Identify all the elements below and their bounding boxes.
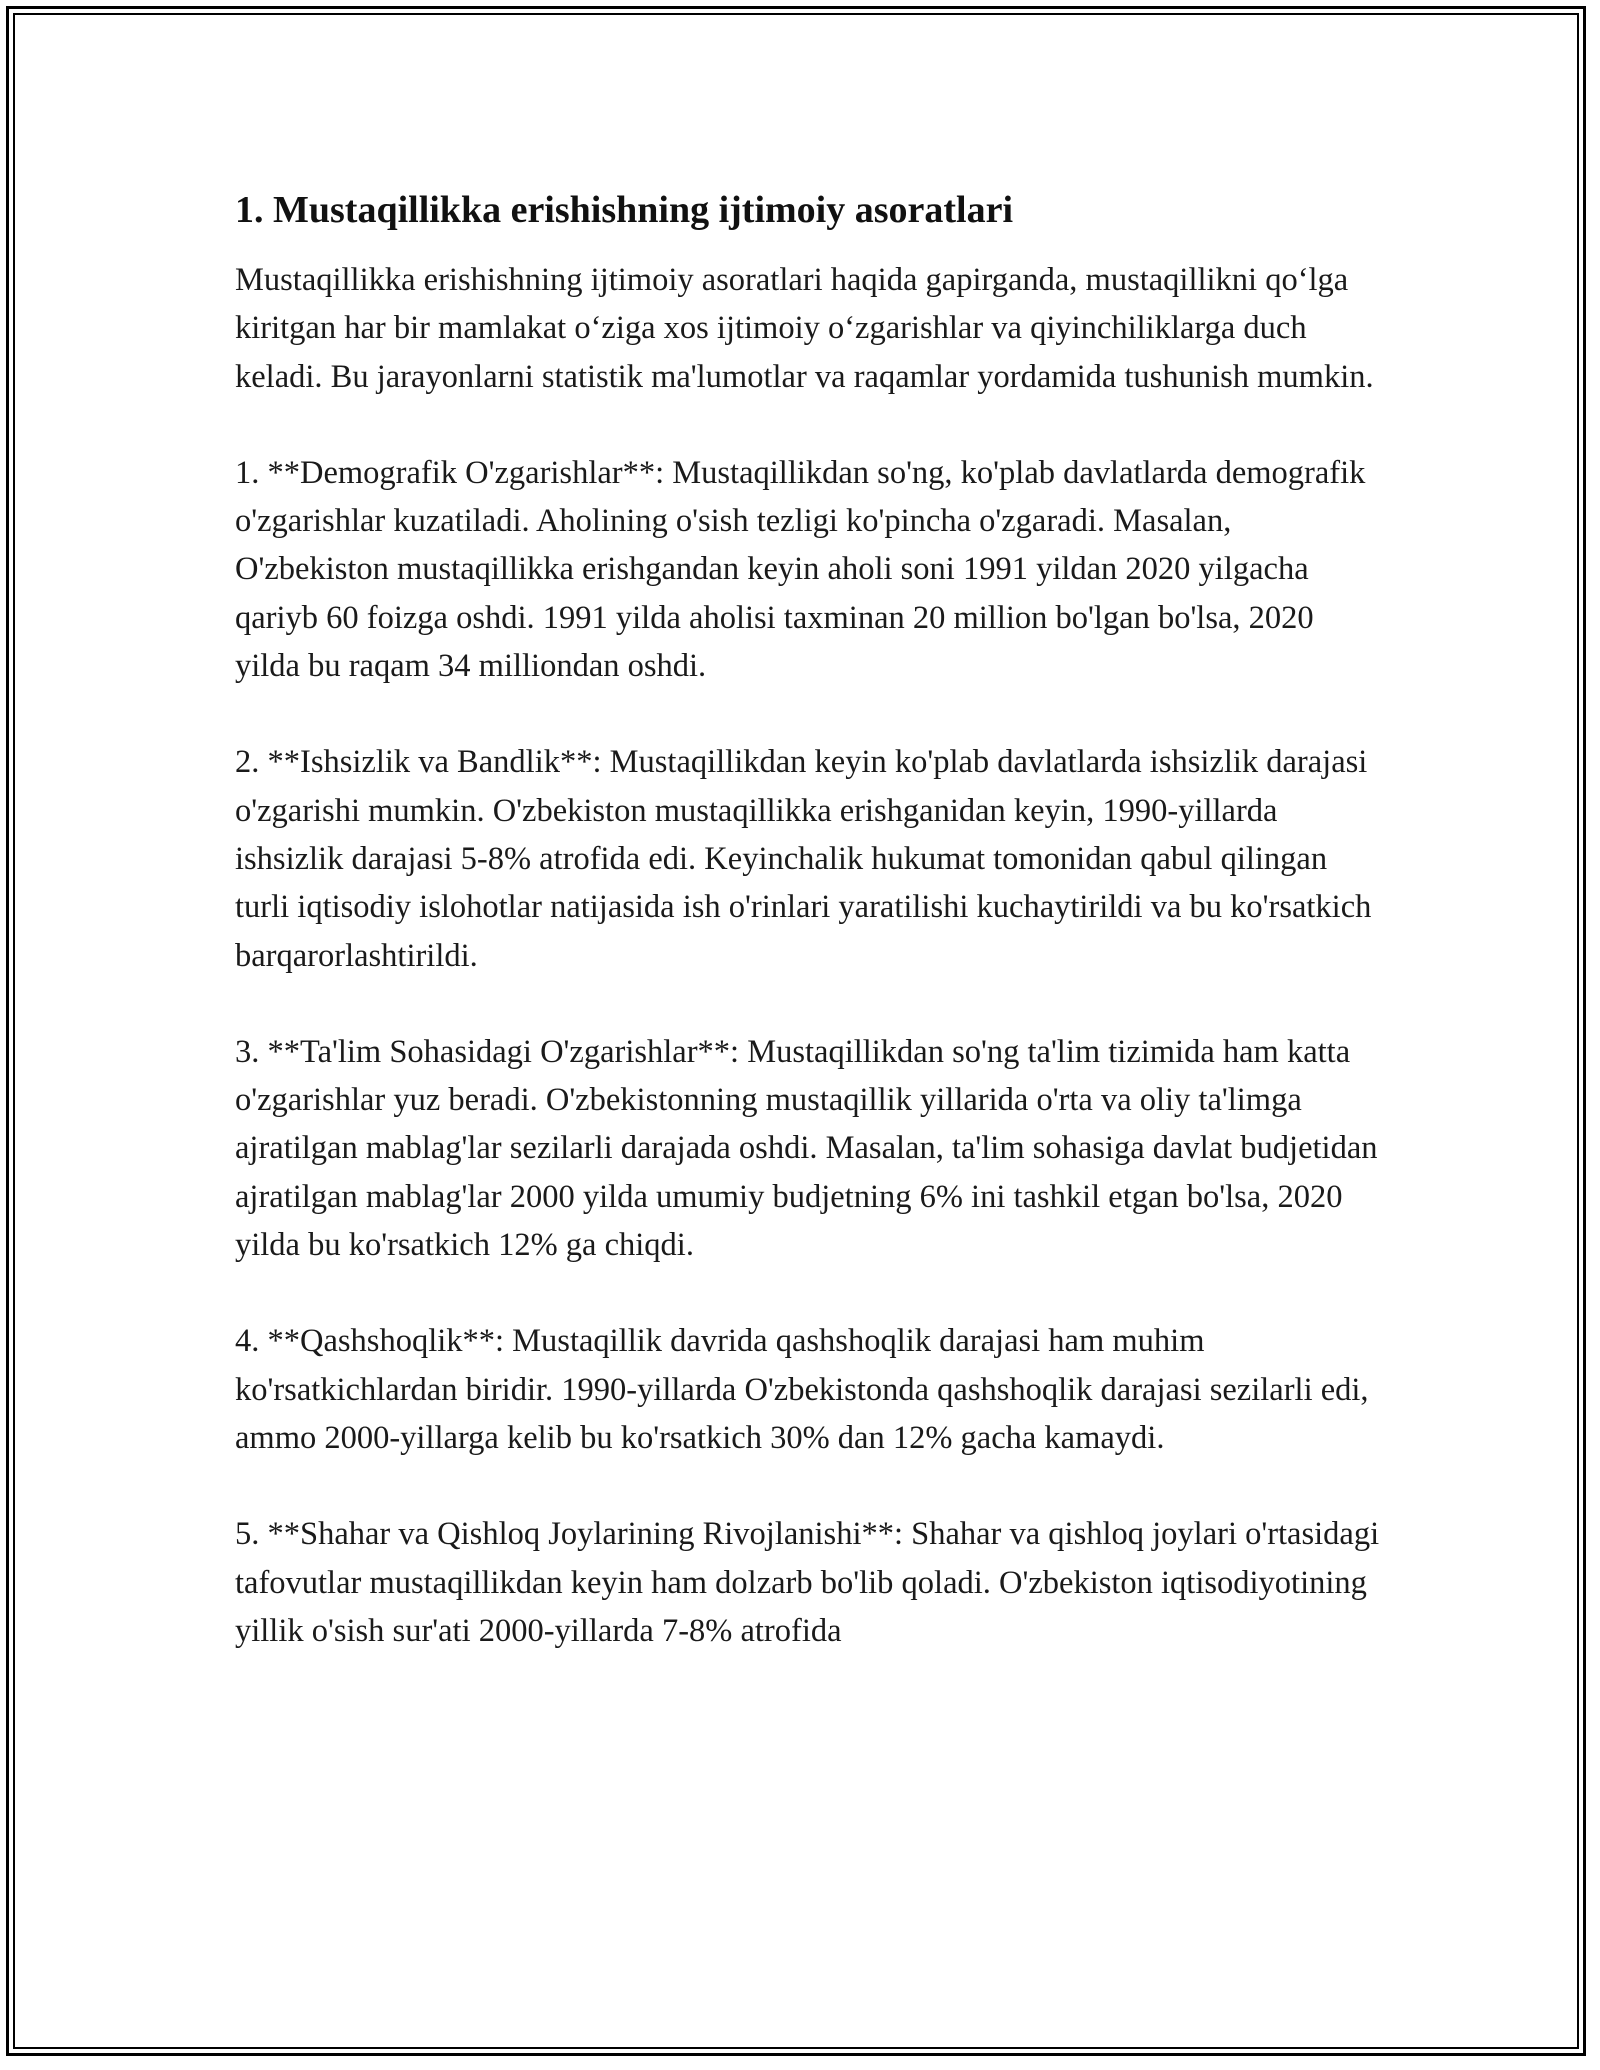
paragraph-urban-rural-development: 5. **Shahar va Qishloq Joylarining Rivojlanishi**: Shahar va qishloq joylari o'rtasidagi tafovutlar mustaqillikdan keyin ham dolzarb bo'lib qoladi. O'zbekiston iqtisodiyotining yillik o'sish sur'ati 2000-yillarda 7-8% atrofida [235,1516,1380,1649]
paragraph-demographic-changes: 1. **Demografik O'zgarishlar**: Mustaqillikdan so'ng, ko'plab davlatlarda demografik o'zgarishlar kuzatiladi. Aholining o'sish tezligi ko'pincha o'zgaradi. Masalan, O'zbekiston mustaqillikka erishgandan keyin aholi soni 1991 yildan 2020 yilgacha qariyb 60 foizga oshdi. 1991 yilda aholisi taxminan 20 million bo'lgan bo'lsa, 2020 yilda bu raqam 34 milliondan oshdi. [235,454,1366,685]
paragraph-poverty: 4. **Qashshoqlik**: Mustaqillik davrida qashshoqlik darajasi ham muhim ko'rsatkichlardan biridir. 1990-yillarda O'zbekistonda qashshoqlik darajasi sezilarli edi, ammo 2000-yillarga kelib bu ko'rsatkich 30% dan 12% gacha kamaydi. [235,1323,1369,1456]
document-body [235,186,1385,1703]
paragraph-education-changes: 3. **Ta'lim Sohasidagi O'zgarishlar**: Mustaqillikdan so'ng ta'lim tizimida ham katta o'zgarishlar yuz beradi. O'zbekistonning mustaqillik yillarida o'rta va oliy ta'limga ajratilgan mablag'lar sezilarli darajada oshdi. Masalan, ta'lim sohasiga davlat budjetidan ajratilgan mablag'lar 2000 yilda umumiy budjetning 6% ini tashkil etgan bo'lsa, 2020 yilda bu ko'rsatkich 12% ga chiqdi. [235,1033,1378,1264]
paragraph-unemployment: 2. **Ishsizlik va Bandlik**: Mustaqillikdan keyin ko'plab davlatlarda ishsizlik darajasi o'zgarishi mumkin. O'zbekiston mustaqillikka erishganidan keyin, 1990-yillarda ishsizlik darajasi 5-8% atrofida edi. Keyinchalik hukumat tomonidan qabul qilingan turli iqtisodiy islohotlar natijasida ish o'rinlari yaratilishi kuchaytirildi va bu ko'rsatkich barqarorlashtirildi. [235,744,1372,974]
section-heading: 1. Mustaqillikka erishishning ijtimoiy asoratlari [235,189,1014,231]
intro-paragraph: Mustaqillikka erishishning ijtimoiy asoratlari haqida gapirganda, mustaqillikni qo‘lga kiritgan har bir mamlakat o‘ziga xos ijtimoiy o‘zgarishlar va qiyinchiliklarga duch keladi. Bu jarayonlarni statistik ma'lumotlar va raqamlar yordamida tushunish mumkin. [235,262,1374,395]
